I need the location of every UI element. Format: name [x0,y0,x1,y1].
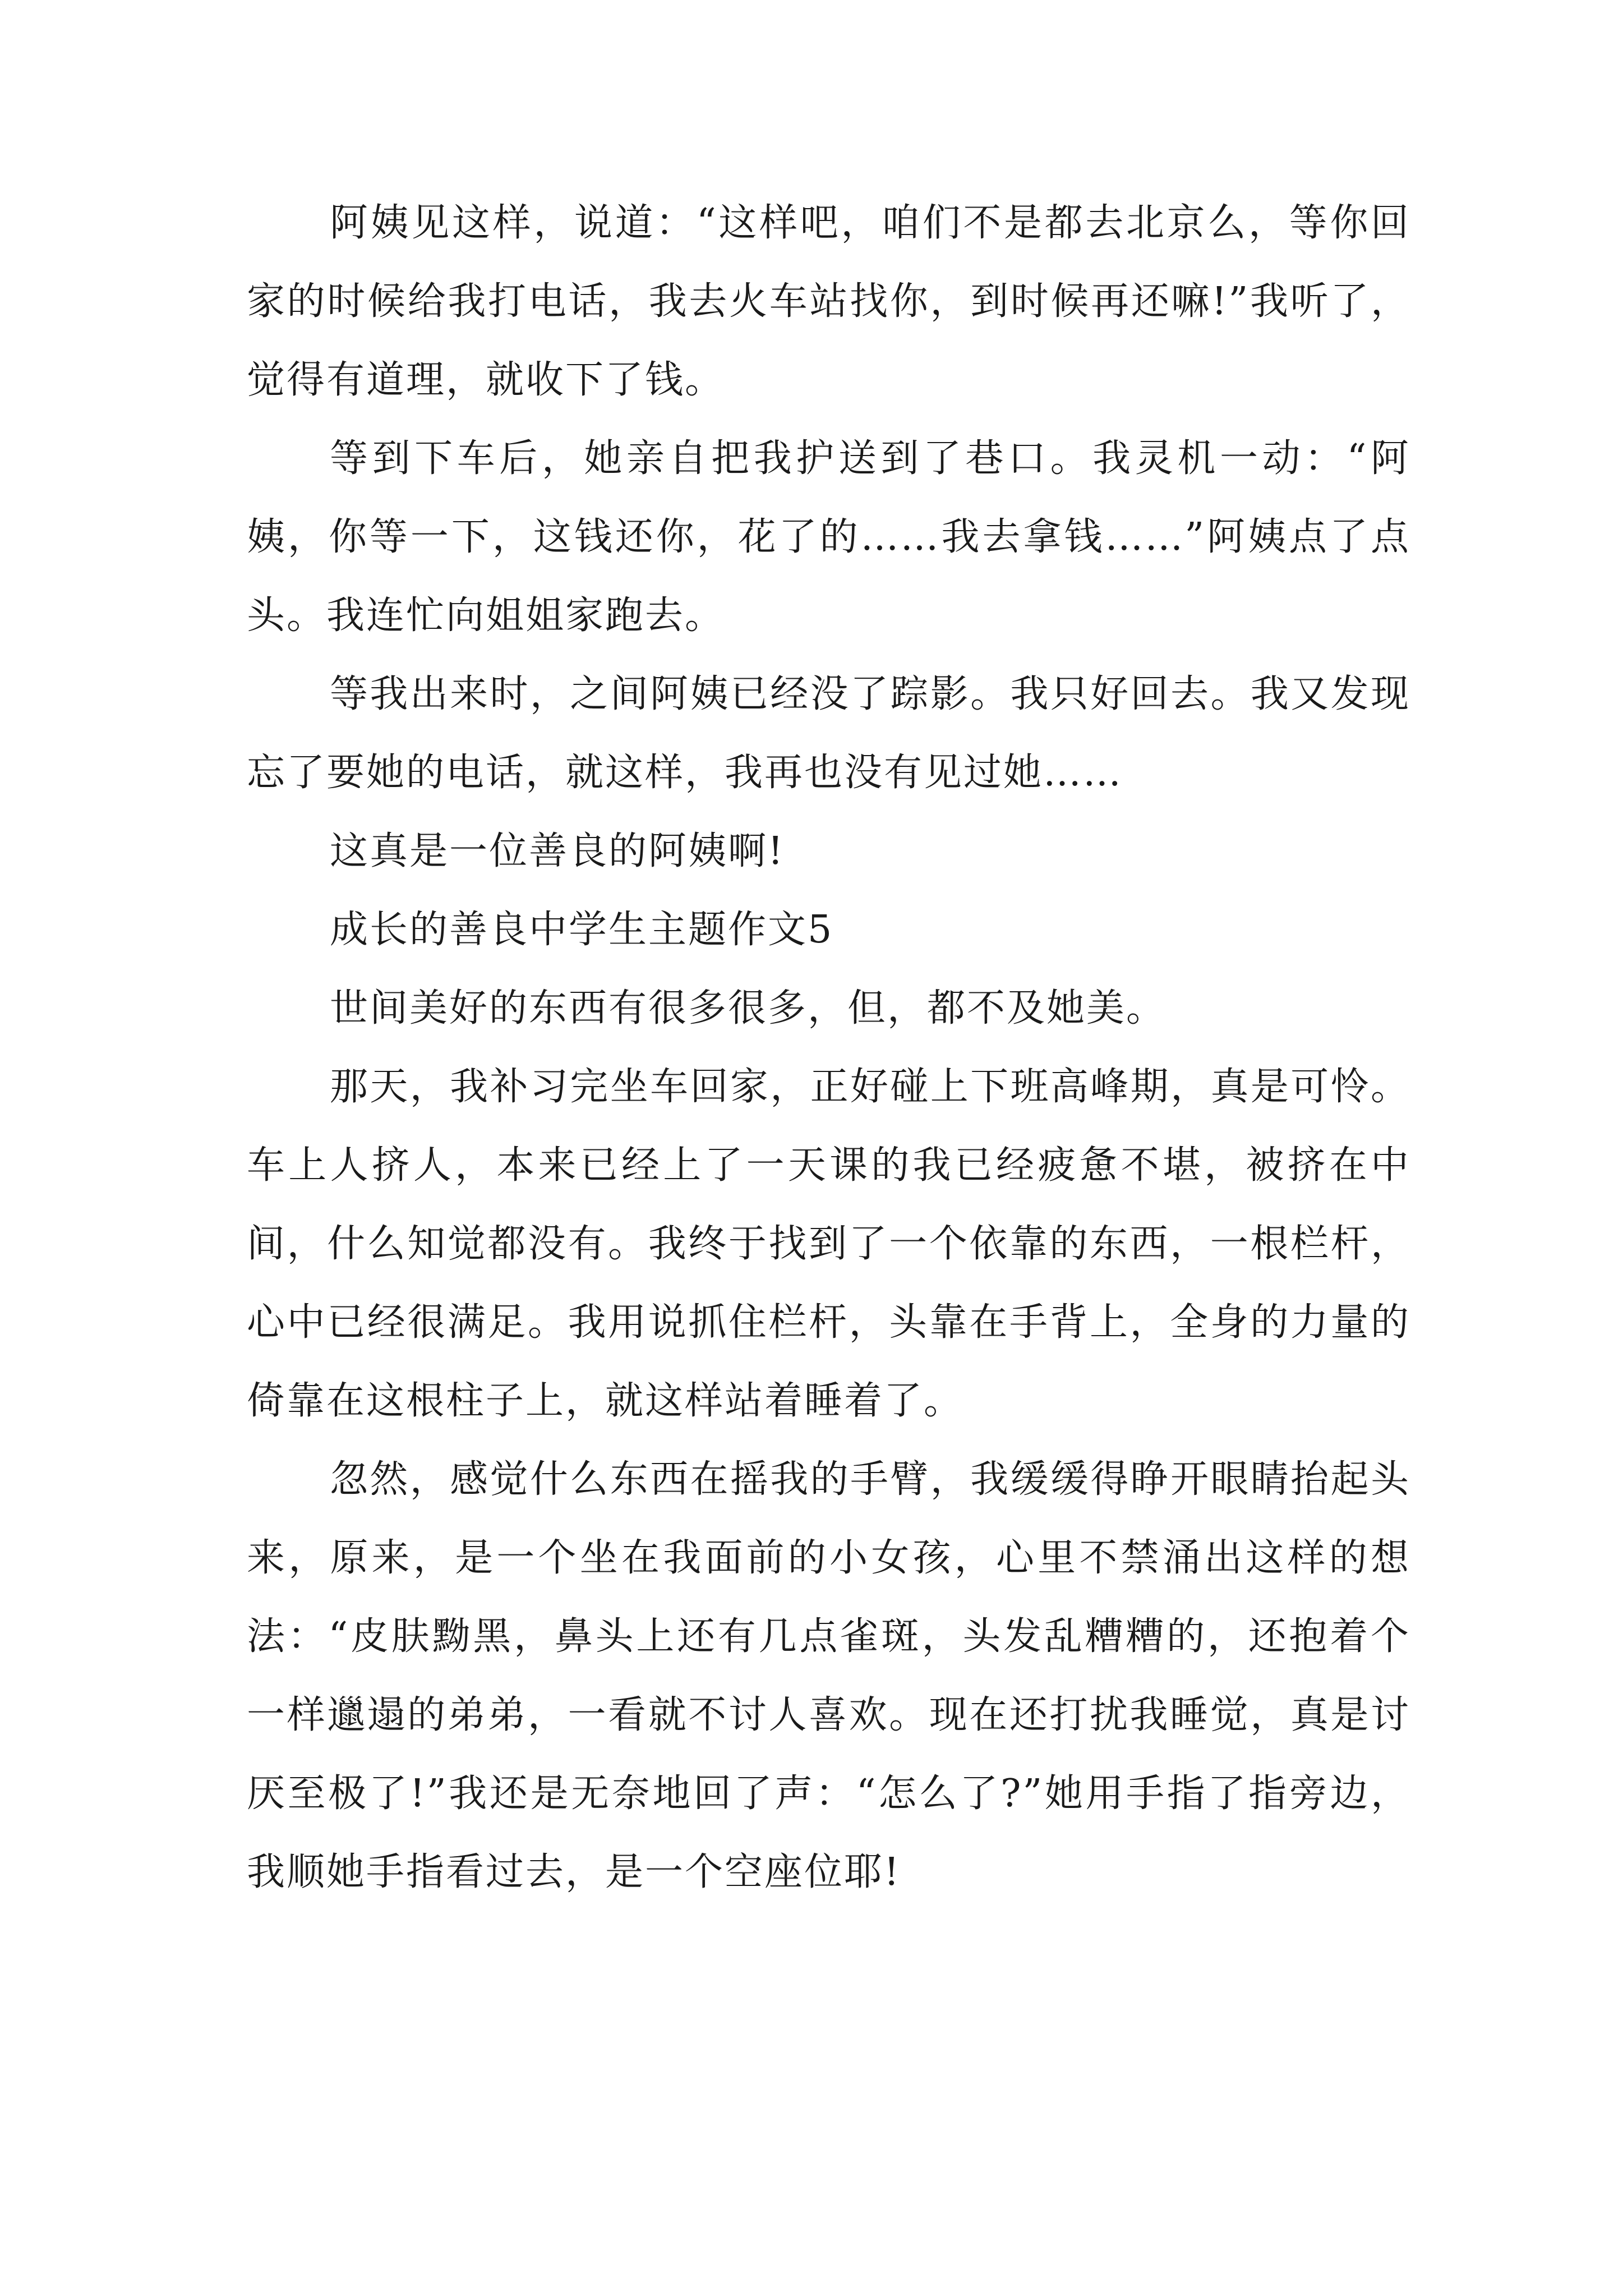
paragraph: 等到下车后，她亲自把我护送到了巷口。我灵机一动：“阿姨，你等一下，这钱还你，花了的……我去拿钱……”阿姨点了点头。我连忙向姐姐家跑去。 [247,436,1410,638]
document-body [247,184,1410,1912]
paragraph: 那天，我补习完坐车回家，正好碰上下班高峰期，真是可怜。车上人挤人，本来已经上了一天课的我已经疲惫不堪，被挤在中间，什么知觉都没有。我终于找到了一个依靠的东西，一根栏杆，心中已经很满足。我用说抓住栏杆，头靠在手背上，全身的力量的倚靠在这根柱子上，就这样站着睡着了。 [247,1065,1410,1423]
paragraph: 这真是一位善良的阿姨啊! [330,829,785,873]
paragraph: 等我出来时，之间阿姨已经没了踪影。我只好回去。我又发现忘了要她的电话，就这样，我再也没有见过她…… [247,672,1410,795]
section-heading: 成长的善良中学生主题作文5 [330,908,834,952]
paragraph: 阿姨见这样，说道：“这样吧，咱们不是都去北京么，等你回家的时候给我打电话，我去火车站找你，到时候再还嘛!”我听了，觉得有道理，就收下了钱。 [247,201,1411,402]
paragraph: 忽然，感觉什么东西在摇我的手臂，我缓缓得睁开眼睛抬起头来，原来，是一个坐在我面前的小女孩，心里不禁涌出这样的想法：“皮肤黝黑，鼻头上还有几点雀斑，头发乱糟糟的，还抱着个一样邋遢的弟弟，一看就不讨人喜欢。现在还打扰我睡觉，真是讨厌至极了!”我还是无奈地回了声：“怎么了?”她用手指了指旁边，我顺她手指看过去，是一个空座位耶! [247,1457,1410,1894]
paragraph: 世间美好的东西有很多很多，但，都不及她美。 [330,986,1166,1030]
